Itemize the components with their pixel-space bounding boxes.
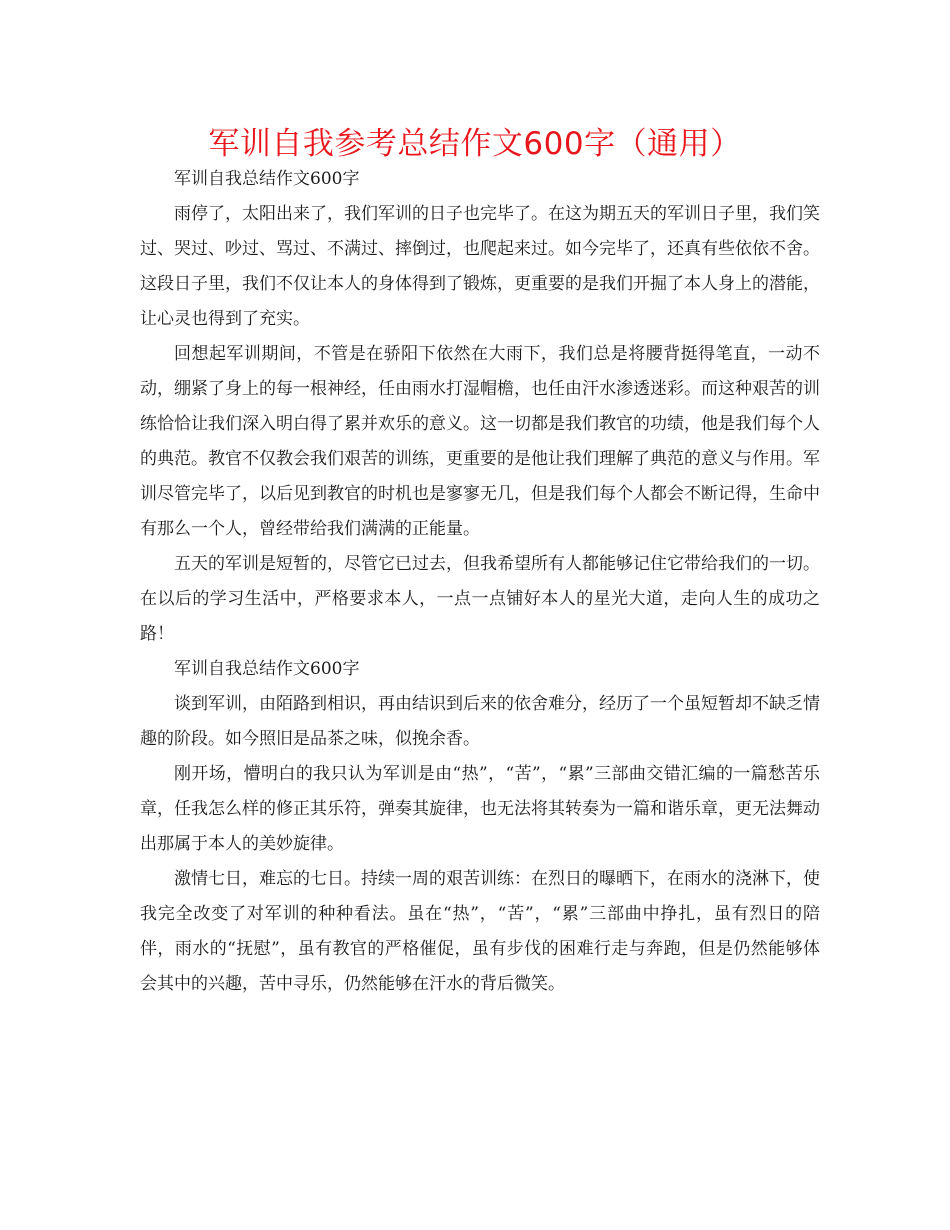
- paragraph: 回想起军训期间，不管是在骄阳下依然在大雨下，我们总是将腰背挺得笔直，一动不动，绷紧了身上的每一根神经，任由雨水打湿帽檐，也任由汗水渗透迷彩。而这种艰苦的训练恰恰让我们深入明白得了累并欢乐的意义。这一切都是我们教官的功绩，他是我们每个人的典范。教官不仅教会我们艰苦的训练，更重要的是他让我们理解了典范的意义与作用。军训尽管完毕了，以后见到教官的时机也是寥寥无几，但是我们每个人都会不断记得，生命中有那么一个人，曾经带给我们满满的正能量。: [140, 344, 820, 539]
- section-heading: 军训自我总结作文600字: [174, 659, 360, 679]
- paragraph: 激情七日，难忘的七日。持续一周的艰苦训练：在烈日的曝晒下，在雨水的浇淋下，使我完全改变了对军训的种种看法。虽在“热”，“苦”，“累”三部曲中挣扎，虽有烈日的陪伴，雨水的“抚慰”，虽有教官的严格催促，虽有步伐的困难行走与奔跑，但是仍然能够体会其中的兴趣，苦中寻乐，仍然能够在汗水的背后微笑。: [140, 869, 820, 994]
- document-title: 军训自我参考总结作文600字（通用）: [208, 126, 742, 162]
- paragraph: 谈到军训，由陌路到相识，再由结识到后来的依舍难分，经历了一个虽短暂却不缺乏情趣的阶段。如今照旧是品茶之味，似挽余香。: [140, 694, 820, 749]
- document-body: [140, 162, 820, 1002]
- paragraph: 刚开场，懵明白的我只认为军训是由“热”，“苦”，“累”三部曲交错汇编的一篇愁苦乐章，任我怎么样的修正其乐符，弹奏其旋律，也无法将其转奏为一篇和谐乐章，更无法舞动出那属于本人的美妙旋律。: [140, 764, 820, 854]
- section-heading: 军训自我总结作文600字: [174, 169, 360, 189]
- paragraph: 雨停了，太阳出来了，我们军训的日子也完毕了。在这为期五天的军训日子里，我们笑过、哭过、吵过、骂过、不满过、摔倒过，也爬起来过。如今完毕了，还真有些依依不舍。这段日子里，我们不仅让本人的身体得到了锻炼，更重要的是我们开掘了本人身上的潜能，让心灵也得到了充实。: [140, 204, 820, 329]
- paragraph: 五天的军训是短暂的，尽管它已过去，但我希望所有人都能够记住它带给我们的一切。在以后的学习生活中，严格要求本人，一点一点铺好本人的星光大道，走向人生的成功之路！: [140, 554, 820, 644]
